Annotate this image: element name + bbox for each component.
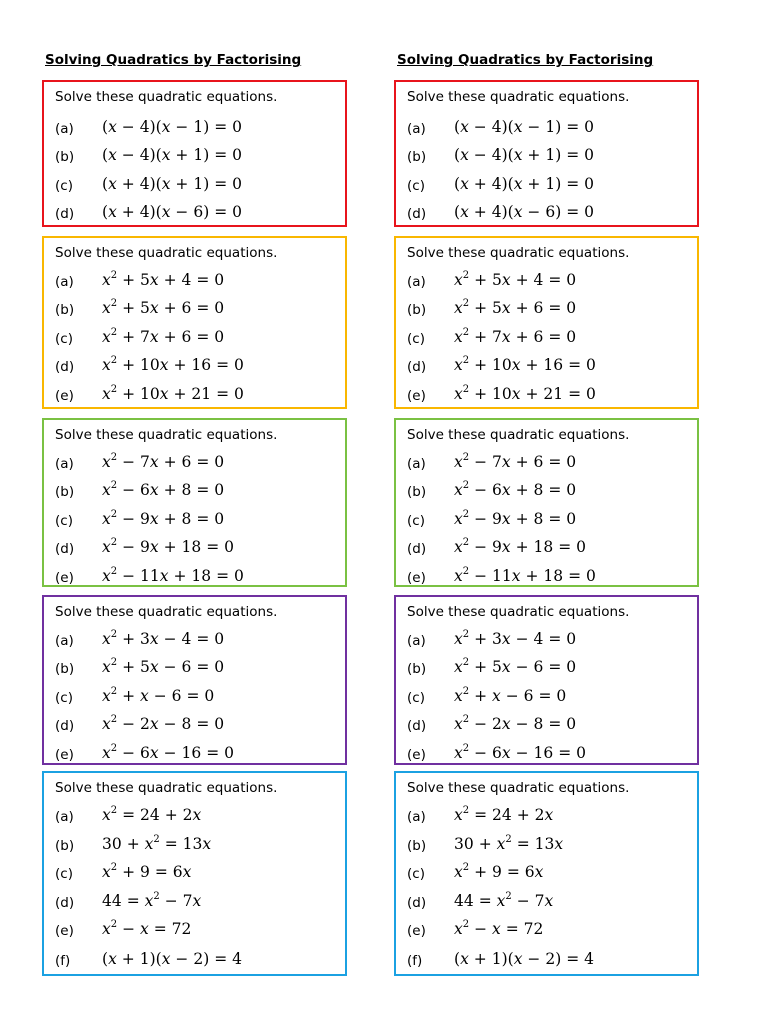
question-equation: $x^2 + 10x + 21 = 0$ (102, 384, 244, 403)
question-label: (c) (407, 513, 425, 529)
question-label: (c) (407, 690, 425, 706)
question-equation: $x^2 - 7x + 6 = 0$ (454, 452, 577, 471)
box-instructions: Solve these quadratic equations. (407, 604, 630, 620)
question-label: (d) (407, 206, 427, 222)
question-equation: (x + 4)(x + 1) = 0 (102, 175, 242, 193)
question-item (55, 118, 345, 140)
question-equation: (x + 4)(x − 6) = 0 (102, 203, 242, 221)
question-label: (c) (55, 866, 73, 882)
question-equation: $x^2 - 11x + 18 = 0$ (102, 566, 244, 585)
question-equation: $x^2 + 3x - 4 = 0$ (102, 629, 225, 648)
question-label: (a) (407, 456, 426, 472)
question-equation: (x − 4)(x − 1) = 0 (454, 118, 594, 136)
question-item (55, 687, 345, 709)
question-item (55, 715, 345, 737)
question-label: (d) (407, 541, 427, 557)
question-equation: $x^2 - 9x + 18 = 0$ (102, 537, 234, 556)
box-instructions: Solve these quadratic equations. (55, 780, 278, 796)
question-equation: $30 + x^2 = 13x$ (454, 834, 564, 853)
question-item (407, 920, 697, 942)
question-equation: $x^2 + x - 6 = 0$ (454, 686, 567, 705)
question-label: (e) (407, 747, 426, 763)
question-box-purple (42, 595, 347, 765)
question-item (407, 687, 697, 709)
question-item (55, 863, 345, 885)
question-item (407, 538, 697, 560)
question-label: (d) (407, 359, 427, 375)
question-item (407, 863, 697, 885)
question-item (407, 356, 697, 378)
question-equation: (x + 4)(x − 6) = 0 (454, 203, 594, 221)
question-equation: $x^2 - 6x - 16 = 0$ (102, 743, 234, 762)
question-box-yellow (394, 236, 699, 409)
question-equation: $x^2 - 2x - 8 = 0$ (454, 714, 577, 733)
question-equation: $x^2 = 24 + 2x$ (102, 805, 202, 824)
question-equation: $x^2 - 7x + 6 = 0$ (102, 452, 225, 471)
question-label: (f) (407, 953, 423, 969)
question-label: (a) (55, 456, 74, 472)
question-label: (c) (55, 178, 73, 194)
question-equation: $x^2 = 24 + 2x$ (454, 805, 554, 824)
question-label: (c) (55, 690, 73, 706)
question-label: (d) (55, 206, 75, 222)
question-label: (d) (55, 541, 75, 557)
question-item (407, 630, 697, 652)
question-equation: $x^2 + 5x + 4 = 0$ (454, 270, 577, 289)
question-item (55, 510, 345, 532)
question-item (407, 385, 697, 407)
question-item (407, 328, 697, 350)
question-equation: $x^2 - 2x - 8 = 0$ (102, 714, 225, 733)
question-item (407, 806, 697, 828)
worksheet-title: Solving Quadratics by Factorising (45, 52, 302, 68)
box-instructions: Solve these quadratic equations. (407, 427, 630, 443)
question-equation: $x^2 - 6x + 8 = 0$ (454, 480, 577, 499)
box-instructions: Solve these quadratic equations. (55, 89, 278, 105)
question-equation: $44 = x^2 - 7x$ (454, 891, 554, 910)
question-label: (d) (55, 895, 75, 911)
question-equation: $x^2 + 5x - 6 = 0$ (454, 657, 577, 676)
question-equation: $x^2 + 7x + 6 = 0$ (102, 327, 225, 346)
question-equation: $x^2 - 11x + 18 = 0$ (454, 566, 596, 585)
question-item (55, 481, 345, 503)
question-item (407, 453, 697, 475)
question-equation: $x^2 - 9x + 8 = 0$ (102, 509, 225, 528)
question-equation: $x^2 + 10x + 16 = 0$ (102, 355, 244, 374)
question-item (407, 271, 697, 293)
question-equation: (x − 4)(x − 1) = 0 (102, 118, 242, 136)
question-label: (b) (55, 149, 75, 165)
question-item (407, 175, 697, 197)
question-equation: $x^2 + 9 = 6x$ (102, 862, 192, 881)
question-equation: $x^2 + 10x + 21 = 0$ (454, 384, 596, 403)
question-item (55, 630, 345, 652)
question-item (407, 715, 697, 737)
question-item (55, 146, 345, 168)
question-item (55, 356, 345, 378)
question-item (407, 658, 697, 680)
question-item (55, 453, 345, 475)
question-item (55, 744, 345, 766)
question-label: (d) (407, 718, 427, 734)
question-box-purple (394, 595, 699, 765)
question-item (407, 835, 697, 857)
question-label: (a) (407, 121, 426, 137)
box-instructions: Solve these quadratic equations. (407, 245, 630, 261)
question-item (55, 567, 345, 589)
question-label: (b) (407, 149, 427, 165)
question-box-red (394, 80, 699, 227)
question-item (55, 203, 345, 225)
question-box-red (42, 80, 347, 227)
question-item (55, 835, 345, 857)
question-label: (a) (55, 274, 74, 290)
question-label: (a) (55, 633, 74, 649)
question-item (55, 892, 345, 914)
question-equation: $x^2 - x = 72$ (454, 919, 544, 938)
question-label: (a) (407, 633, 426, 649)
question-label: (d) (55, 359, 75, 375)
box-instructions: Solve these quadratic equations. (55, 245, 278, 261)
question-item (407, 744, 697, 766)
question-label: (b) (407, 838, 427, 854)
question-label: (a) (55, 809, 74, 825)
question-box-blue (394, 771, 699, 976)
question-item (55, 271, 345, 293)
question-item (55, 538, 345, 560)
question-label: (e) (407, 388, 426, 404)
question-item (55, 920, 345, 942)
box-instructions: Solve these quadratic equations. (407, 89, 630, 105)
question-box-yellow (42, 236, 347, 409)
question-label: (c) (407, 178, 425, 194)
question-label: (b) (407, 302, 427, 318)
question-label: (e) (407, 923, 426, 939)
question-item (407, 510, 697, 532)
question-equation: $x^2 - 9x + 8 = 0$ (454, 509, 577, 528)
question-item (407, 299, 697, 321)
question-label: (d) (55, 718, 75, 734)
question-equation: $x^2 + 5x + 6 = 0$ (102, 298, 225, 317)
question-item (55, 950, 345, 972)
question-equation: $x^2 - x = 72$ (102, 919, 192, 938)
question-item (55, 299, 345, 321)
question-equation: $44 = x^2 - 7x$ (102, 891, 202, 910)
question-equation: $30 + x^2 = 13x$ (102, 834, 212, 853)
question-item (407, 146, 697, 168)
question-item (407, 567, 697, 589)
question-equation: $x^2 + 7x + 6 = 0$ (454, 327, 577, 346)
question-equation: $x^2 + 5x + 6 = 0$ (454, 298, 577, 317)
question-box-green (42, 418, 347, 587)
question-equation: $x^2 + 9 = 6x$ (454, 862, 544, 881)
question-label: (c) (55, 513, 73, 529)
question-item (407, 481, 697, 503)
question-equation: (x − 4)(x + 1) = 0 (102, 146, 242, 164)
question-label: (b) (407, 661, 427, 677)
question-item (407, 950, 697, 972)
question-label: (b) (55, 302, 75, 318)
question-label: (a) (407, 809, 426, 825)
question-label: (e) (55, 923, 74, 939)
question-item (407, 892, 697, 914)
question-label: (c) (55, 331, 73, 347)
question-equation: $x^2 + 3x - 4 = 0$ (454, 629, 577, 648)
question-equation: $x^2 - 6x + 8 = 0$ (102, 480, 225, 499)
question-label: (b) (407, 484, 427, 500)
question-equation: $x^2 - 6x - 16 = 0$ (454, 743, 586, 762)
question-item (55, 806, 345, 828)
question-equation: $x^2 + 5x + 4 = 0$ (102, 270, 225, 289)
question-box-blue (42, 771, 347, 976)
question-equation: $x^2 + 10x + 16 = 0$ (454, 355, 596, 374)
question-label: (e) (55, 747, 74, 763)
question-item (55, 328, 345, 350)
question-box-green (394, 418, 699, 587)
box-instructions: Solve these quadratic equations. (55, 427, 278, 443)
question-equation: (x − 4)(x + 1) = 0 (454, 146, 594, 164)
question-item (55, 175, 345, 197)
question-label: (e) (55, 570, 74, 586)
question-equation: $x^2 - 9x + 18 = 0$ (454, 537, 586, 556)
question-equation: $x^2 + x - 6 = 0$ (102, 686, 215, 705)
worksheet-title: Solving Quadratics by Factorising (397, 52, 654, 68)
question-label: (b) (55, 838, 75, 854)
box-instructions: Solve these quadratic equations. (55, 604, 278, 620)
question-label: (d) (407, 895, 427, 911)
question-item (407, 203, 697, 225)
question-item (407, 118, 697, 140)
question-item (55, 658, 345, 680)
question-label: (c) (407, 331, 425, 347)
question-label: (c) (407, 866, 425, 882)
question-equation: (x + 4)(x + 1) = 0 (454, 175, 594, 193)
question-equation: $x^2 + 5x - 6 = 0$ (102, 657, 225, 676)
question-label: (a) (55, 121, 74, 137)
question-equation: (x + 1)(x − 2) = 4 (454, 950, 594, 968)
question-label: (b) (55, 484, 75, 500)
question-label: (b) (55, 661, 75, 677)
question-label: (e) (407, 570, 426, 586)
question-item (55, 385, 345, 407)
question-label: (e) (55, 388, 74, 404)
question-label: (f) (55, 953, 71, 969)
question-equation: (x + 1)(x − 2) = 4 (102, 950, 242, 968)
question-label: (a) (407, 274, 426, 290)
box-instructions: Solve these quadratic equations. (407, 780, 630, 796)
